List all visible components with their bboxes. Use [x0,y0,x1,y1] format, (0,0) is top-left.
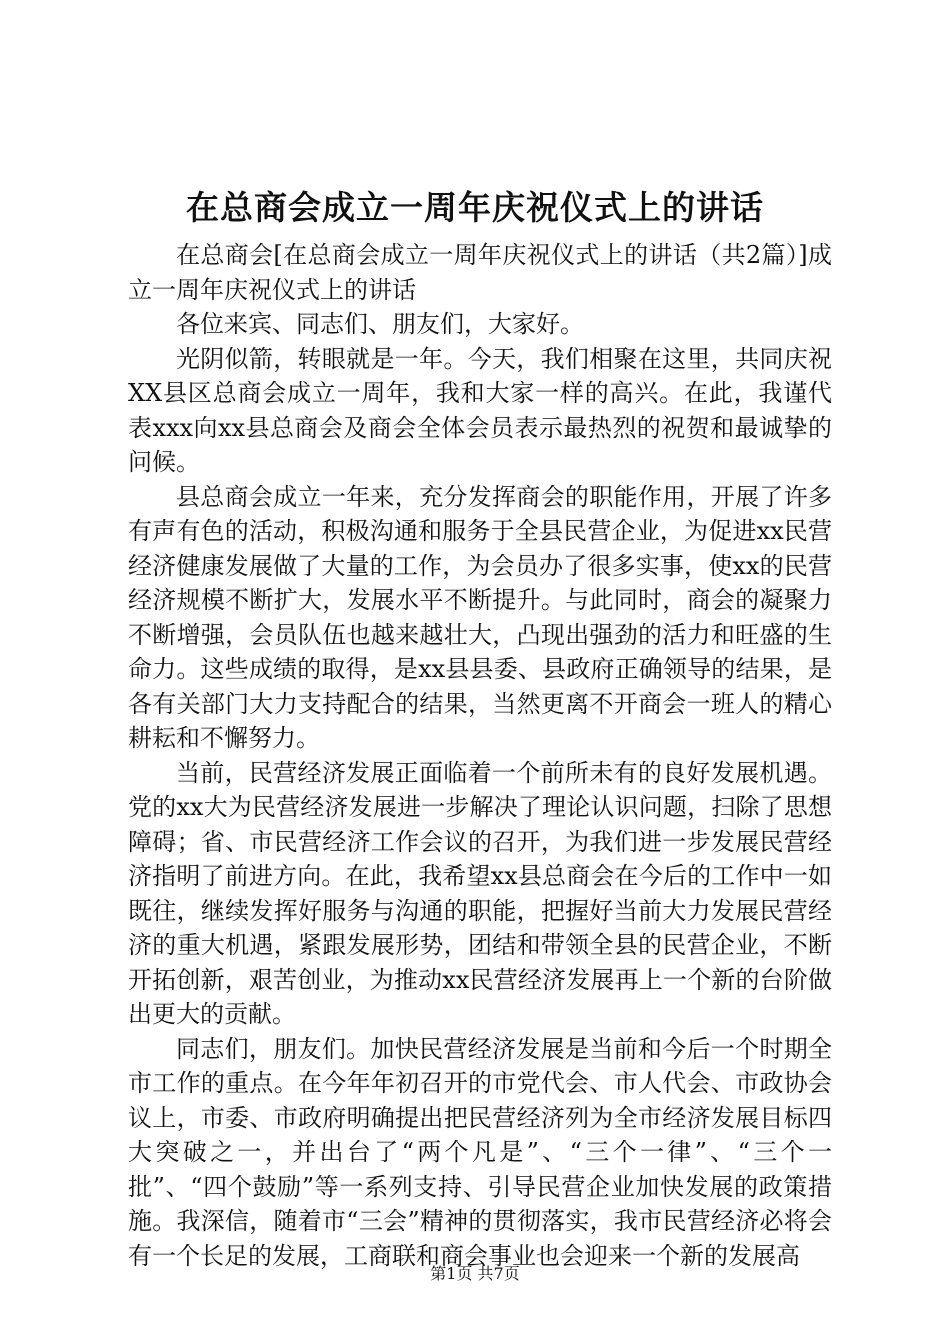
paragraph-6: 同志们，朋友们。加快民营经济发展是当前和今后一个时期全市工作的重点。在今年年初召开的市党代会、市人代会、市政协会议上，市委、市政府明确提出把民营经济列为全市经济发展目标四大突破之一，并出台了“两个凡是”、“三个一律”、“三个一批”、“四个鼓励”等一系列支持、引导民营企业加快发展的政策措施。我深信，随着市“三会”精神的贯彻落实，我市民营经济必将会有一个长足的发展，工商联和商会事业也会迎来一个新的发展高 [128,1034,832,1270]
page-footer: 第1页 共7页 [430,1264,520,1283]
paragraph-1: 在总商会[在总商会成立一周年庆祝仪式上的讲话（共2篇）]成立一周年庆祝仪式上的讲话 [128,241,832,304]
paragraph-4: 县总商会成立一年来，充分发挥商会的职能作用，开展了许多有声有色的活动，积极沟通和服务于全县民营企业，为促进xx民营经济健康发展做了大量的工作，为会员办了很多实事，使xx的民营经济规模不断扩大，发展水平不断提升。与此同时，商会的凝聚力不断增强，会员队伍也越来越壮大，凸现出强劲的活力和旺盛的生命力。这些成绩的取得，是xx县县委、县政府正确领导的结果，是各有关部门大力支持配合的结果，当然更离不开商会一班人的精心耕耘和不懈努力。 [128,482,832,752]
document-title: 在总商会成立一周年庆祝仪式上的讲话 [186,188,764,227]
paragraph-2: 各位来宾、同志们、朋友们，大家好。 [176,310,584,338]
paragraph-3: 光阴似箭，转眼就是一年。今天，我们相聚在这里，共同庆祝XX县区总商会成立一周年，我和大家一样的高兴。在此，我谨代表xxx向xx县总商会及商会全体会员表示最热烈的祝贺和最诚挚的问候。 [128,344,832,476]
document-body [128,238,832,1273]
paragraph-5: 当前，民营经济发展正面临着一个前所未有的良好发展机遇。党的xx大为民营经济发展进一步解决了理论认识问题，扫除了思想障碍；省、市民营经济工作会议的召开，为我们进一步发展民营经济指明了前进方向。在此，我希望xx县总商会在今后的工作中一如既往，继续发挥好服务与沟通的职能，把握好当前大力发展民营经济的重大机遇，紧跟发展形势，团结和带领全县的民营企业，不断开拓创新，艰苦创业，为推动xx民营经济发展再上一个新的台阶做出更大的贡献。 [128,758,832,1028]
